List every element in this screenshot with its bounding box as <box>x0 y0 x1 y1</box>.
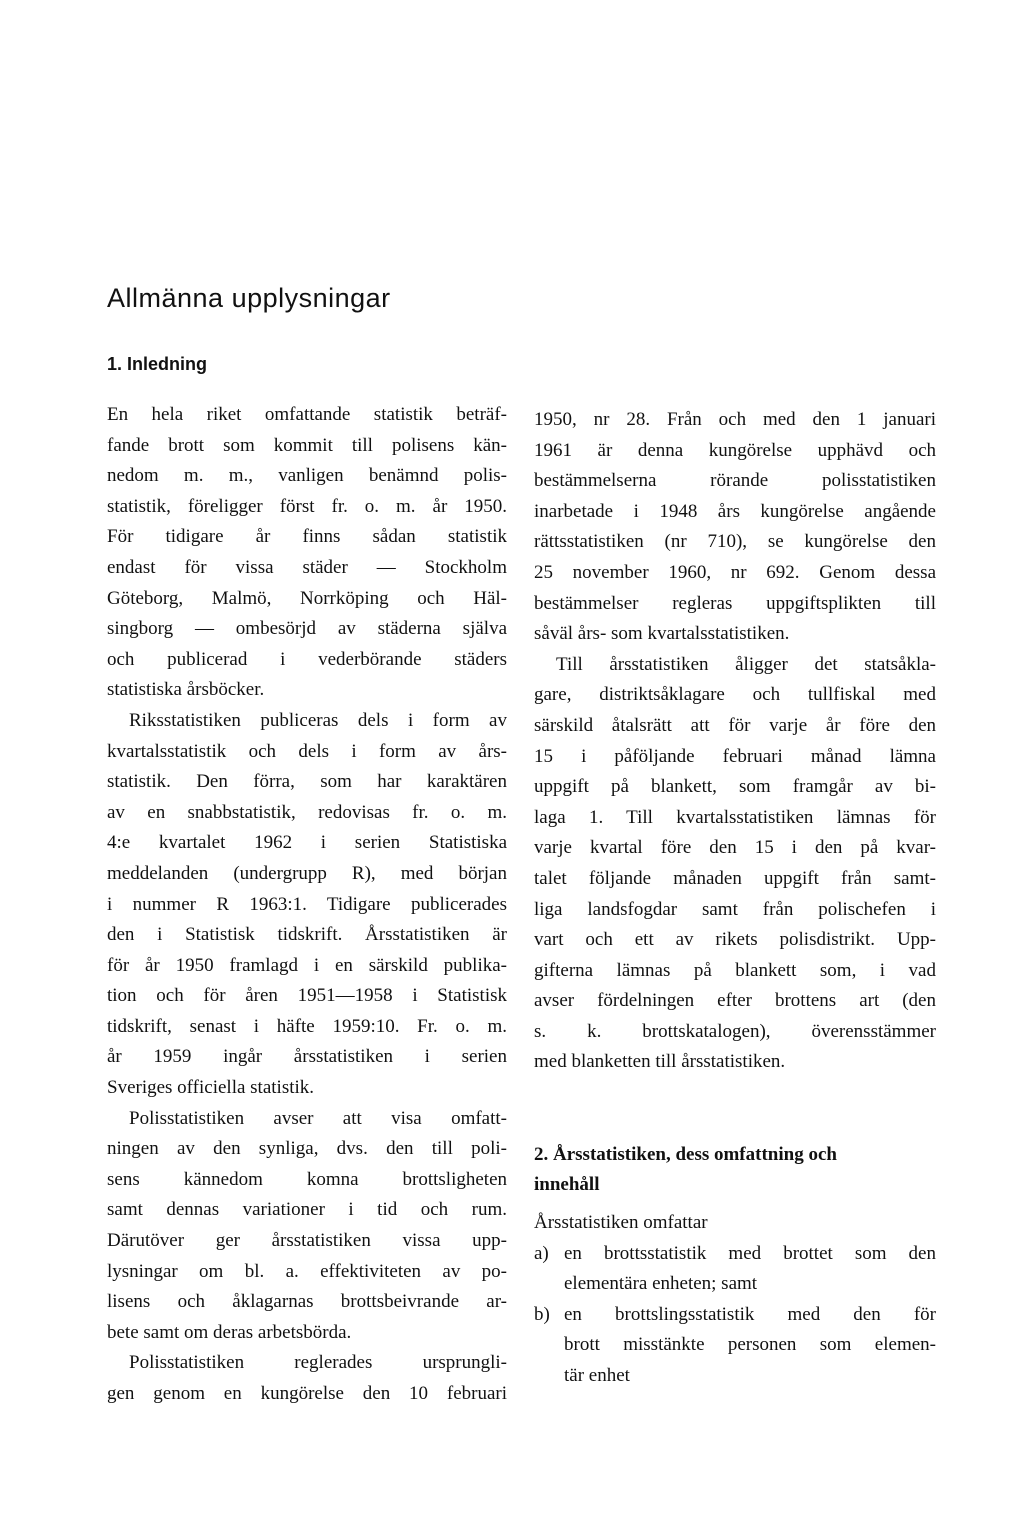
text-line: singborg — ombesörjd av städerna själva <box>107 618 507 640</box>
text-line: uppgift på blankett, som framgår av bi- <box>534 776 936 798</box>
text-line: rättsstatistiken (nr 710), se kungörelse den <box>534 531 936 553</box>
text-line: särskild åtalsrätt att för varje år före den <box>534 714 936 736</box>
list-marker: b) <box>534 1303 550 1325</box>
text-line: elementära enheten; samt <box>564 1273 758 1295</box>
text-line: brott misstänkte personen som elemen- <box>564 1334 936 1356</box>
section-heading-line: innehåll <box>534 1174 600 1195</box>
text-line: år 1959 ingår årsstatistiken i serien <box>107 1046 507 1068</box>
text-line: Till årsstatistiken åligger det statsåkla- <box>556 653 936 675</box>
text-line: av en snabbstatistik, redovisas fr. o. m. <box>107 801 507 823</box>
paragraph <box>107 1104 507 1349</box>
text-line: såväl års- som kvartalsstatistiken. <box>534 623 790 645</box>
text-line: gifterna lämnas på blankett som, i vad <box>534 959 936 981</box>
text-line: meddelanden (undergrupp R), med början <box>107 862 507 884</box>
paragraph <box>534 405 936 650</box>
text-line: s. k. brottskatalogen), överensstämmer <box>534 1020 936 1042</box>
text-line: Göteborg, Malmö, Norrköping och Häl- <box>107 587 507 609</box>
section2-list <box>534 1208 936 1392</box>
text-line: laga 1. Till kvartalsstatistiken lämnas för <box>534 806 936 828</box>
text-line: lysningar om bl. a. effektiviteten av po- <box>107 1260 507 1282</box>
text-line: tär enhet <box>564 1364 630 1386</box>
text-line: tion och för åren 1951—1958 i Statistisk <box>107 985 507 1007</box>
page-title: Allmänna upplysningar <box>107 283 391 313</box>
text-line: i nummer R 1963:1. Tidigare publicerades <box>107 893 507 915</box>
text-line: talet följande månaden uppgift från samt- <box>534 867 936 889</box>
section-heading-arsstatistiken <box>534 1140 934 1200</box>
text-line: gare, distriktsåklagare och tullfiskal med <box>534 684 936 706</box>
text-line: fande brott som kommit till polisens kän- <box>107 434 507 456</box>
text-line: vart och ett av rikets polisdistrikt. Upp- <box>534 929 936 951</box>
section-heading-inledning: 1. Inledning <box>107 354 208 374</box>
text-line: avser fördelningen efter brottens art (den <box>534 990 936 1012</box>
text-line: den i Statistisk tidskrift. Årsstatistiken är <box>107 924 507 946</box>
text-line: lisens och åklagarnas brottsbeivrande ar- <box>107 1291 507 1313</box>
text-line: gen genom en kungörelse den 10 februari <box>107 1383 507 1404</box>
left-column <box>107 400 507 1410</box>
text-line: endast för vissa städer — Stockholm <box>107 556 507 578</box>
text-line: Riksstatistiken publiceras dels i form av <box>129 709 507 731</box>
text-line: liga landsfogdar samt från polischefen i <box>534 898 936 920</box>
paragraph <box>107 400 507 706</box>
text-line: statistik, föreligger först fr. o. m. år 1950. <box>107 495 507 517</box>
list-intro: Årsstatistiken omfattar <box>534 1212 708 1233</box>
paragraph <box>107 1348 507 1409</box>
text-line: statistik. Den förra, som har karaktären <box>107 771 507 793</box>
text-line: Polisstatistiken reglerades ursprungli- <box>129 1352 507 1374</box>
text-line: tidskrift, senast i häfte 1959:10. Fr. o. m. <box>107 1015 507 1037</box>
text-line: nedom m. m., vanligen benämnd polis- <box>107 465 507 487</box>
text-line: bestämmelser regleras uppgiftsplikten till <box>534 592 936 614</box>
text-line: 1961 är denna kungörelse upphävd och <box>534 439 936 461</box>
text-line: En hela riket omfattande statistik beträf- <box>107 404 507 425</box>
text-line: sens kännedom komna brottsligheten <box>107 1168 507 1190</box>
text-line: en brottslingsstatistik med den för <box>564 1303 936 1325</box>
text-line: Polisstatistiken avser att visa omfatt- <box>129 1107 507 1129</box>
text-line: Därutöver ger årsstatistiken vissa upp- <box>107 1230 507 1252</box>
text-line: ningen av den synliga, dvs. den till poli- <box>107 1138 507 1160</box>
list-marker: a) <box>534 1242 549 1264</box>
list-item <box>534 1300 936 1392</box>
text-line: bete samt om deras arbetsbörda. <box>107 1321 352 1343</box>
text-line: bestämmelserna rörande polisstatistiken <box>534 470 936 492</box>
section-heading-line: 2. Årsstatistiken, dess omfattning och <box>534 1144 837 1165</box>
text-line: för år 1950 framlagd i en särskild publika- <box>107 954 507 976</box>
text-line: 15 i påföljande februari månad lämna <box>534 745 936 767</box>
list-item <box>534 1239 936 1300</box>
text-line: och publicerad i vederbörande städers <box>107 648 507 670</box>
text-line: 1950, nr 28. Från och med den 1 januari <box>534 409 936 430</box>
text-line: med blanketten till årsstatistiken. <box>534 1051 786 1073</box>
text-line: samt dennas variationer i tid och rum. <box>107 1199 507 1221</box>
paragraph <box>534 650 936 1078</box>
text-line: inarbetade i 1948 års kungörelse angående <box>534 500 936 522</box>
text-line: 25 november 1960, nr 692. Genom dessa <box>534 561 936 583</box>
text-line: Sveriges officiella statistik. <box>107 1077 315 1099</box>
text-line: varje kvartal före den 15 i den på kvar- <box>534 837 936 859</box>
text-line: statistiska årsböcker. <box>107 679 265 701</box>
text-line: 4:e kvartalet 1962 i serien Statistiska <box>107 832 507 854</box>
text-line: För tidigare år finns sådan statistik <box>107 526 507 548</box>
right-column <box>534 405 936 1078</box>
text-line: en brottsstatistik med brottet som den <box>564 1242 936 1264</box>
paragraph <box>107 706 507 1104</box>
text-line: kvartalsstatistik och dels i form av års- <box>107 740 507 762</box>
